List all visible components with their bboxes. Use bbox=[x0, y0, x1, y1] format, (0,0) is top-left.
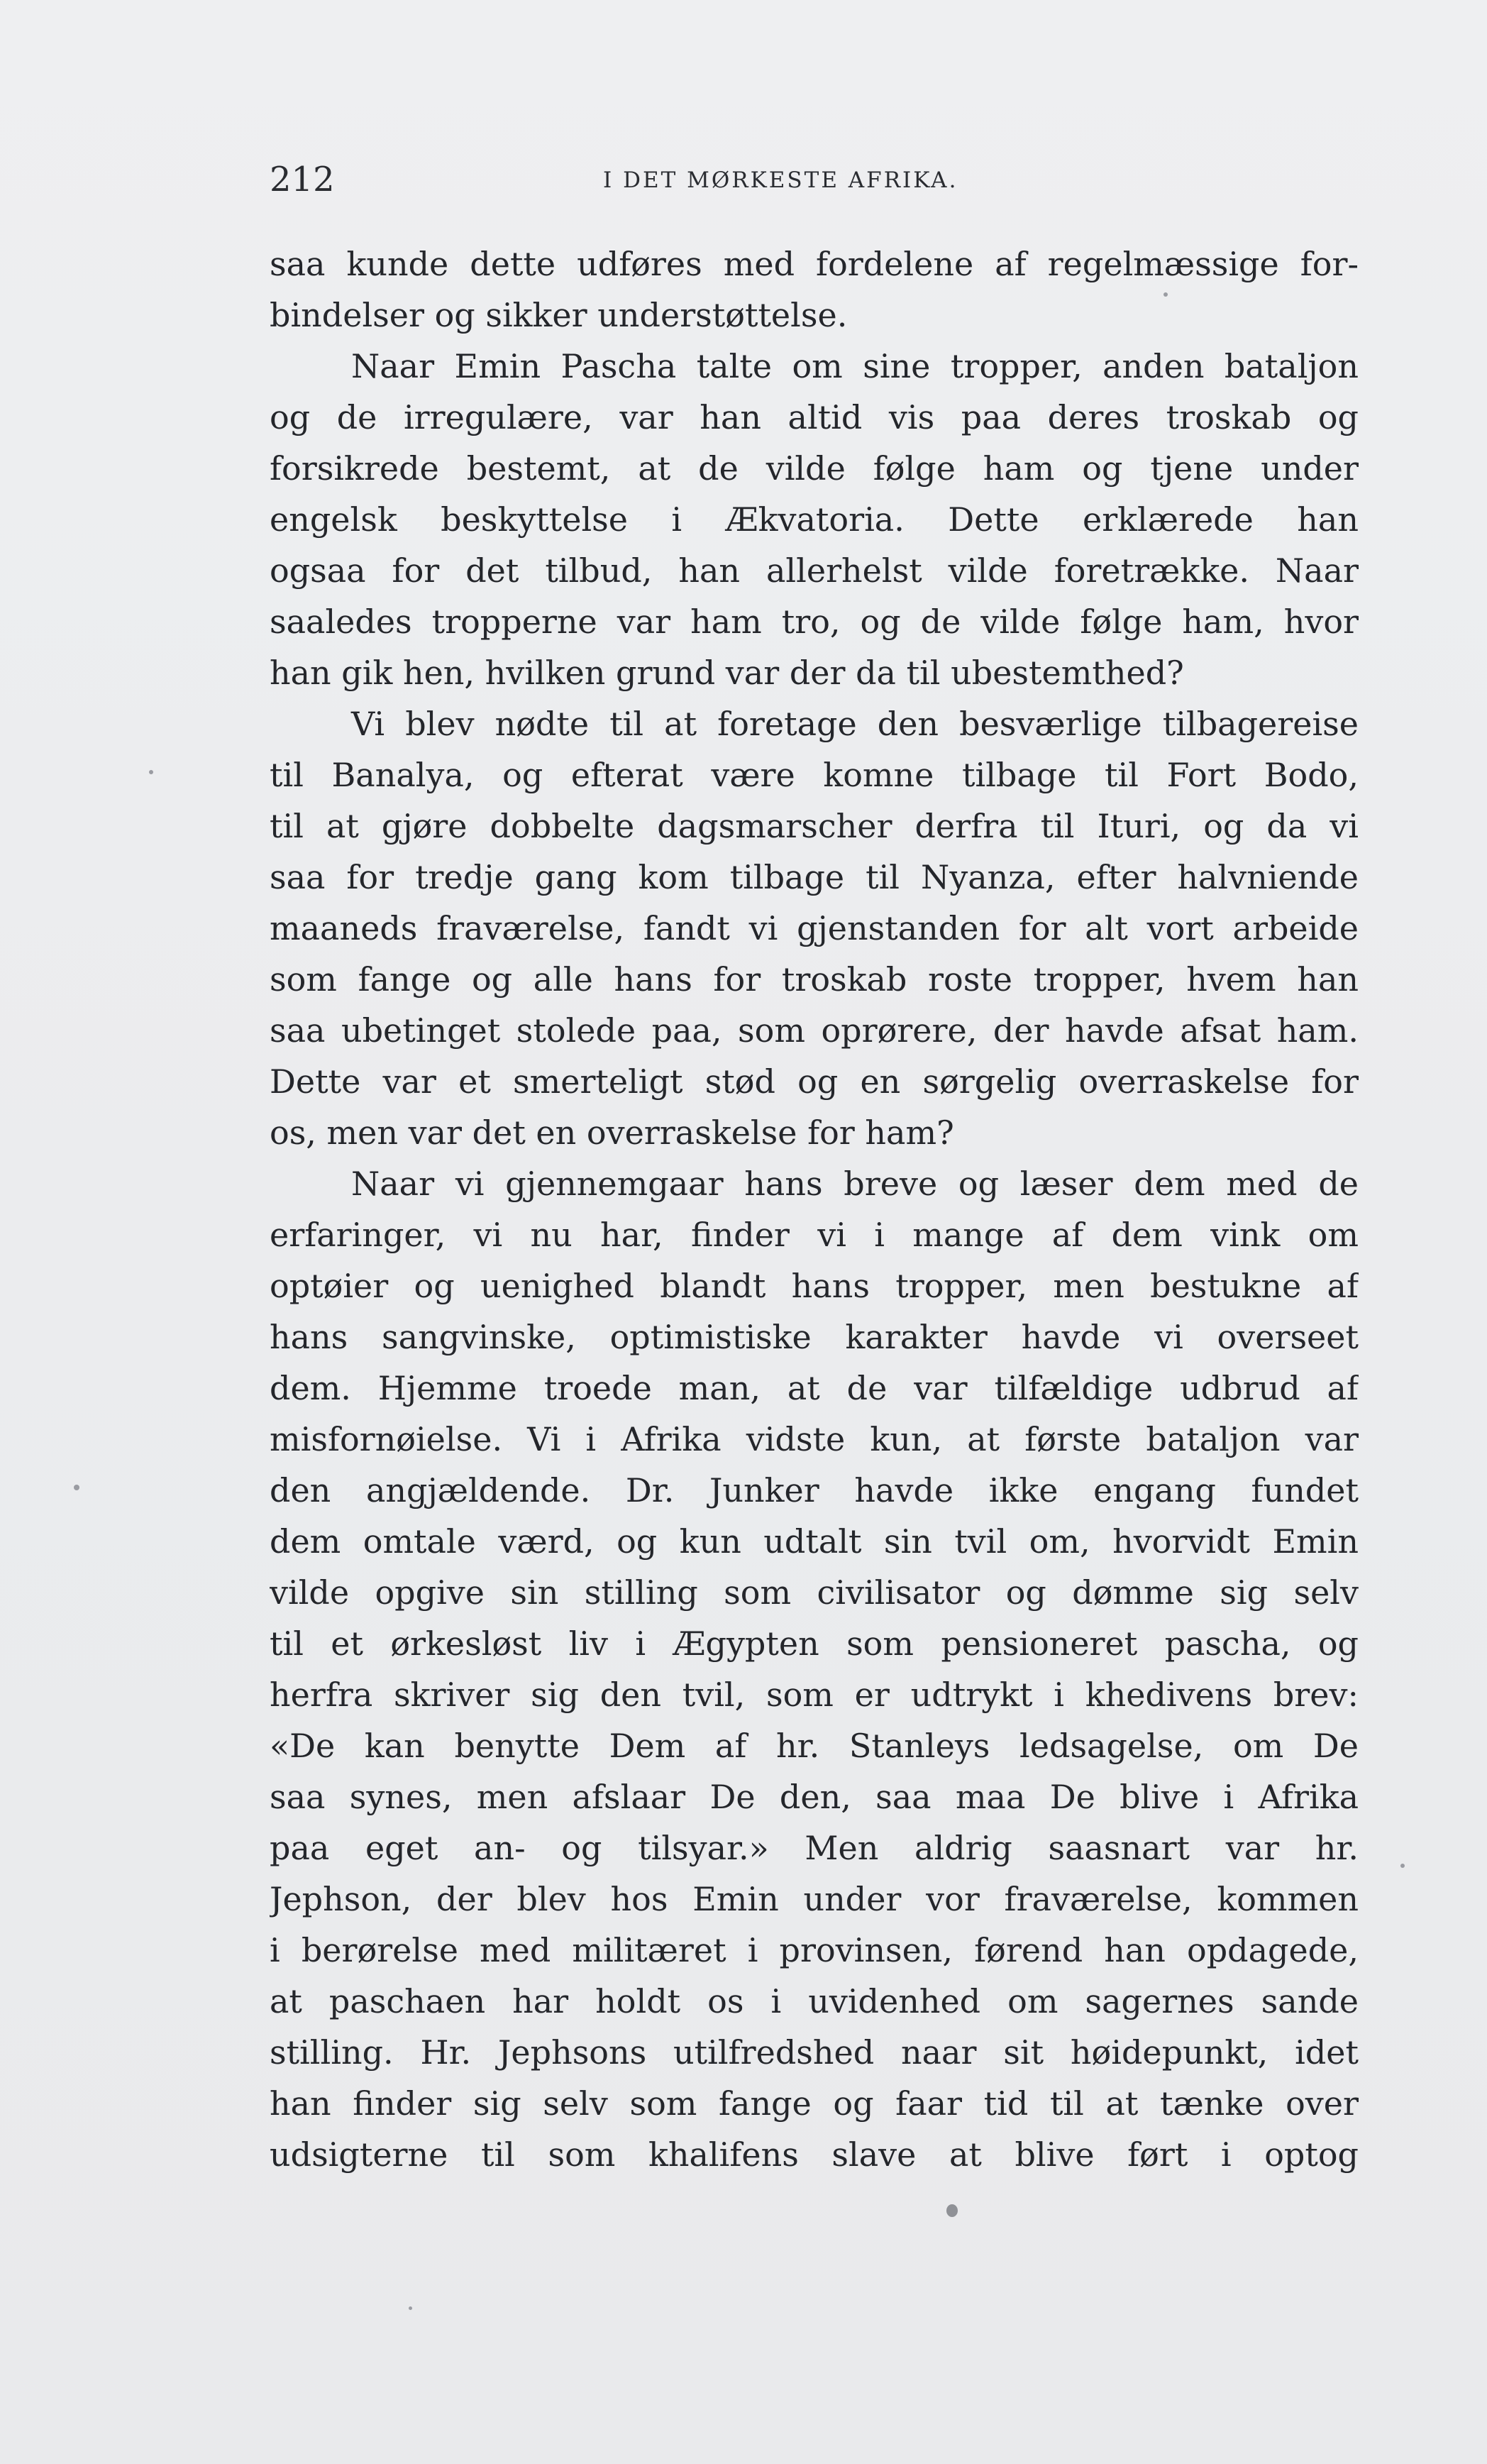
text-line: i berørelse med militæret i provinsen, førend han opdagede, bbox=[270, 1931, 1359, 1969]
text-line: ogsaa for det tilbud, han allerhelst vilde foretrække. Naar bbox=[270, 551, 1359, 590]
text-line: bindelser og sikker understøttelse. bbox=[270, 296, 848, 334]
text-line: han finder sig selv som fange og faar tid til at tænke over bbox=[270, 2084, 1359, 2123]
text-line: saa ubetinget stolede paa, som oprørere, der havde afsat ham. bbox=[270, 1011, 1359, 1050]
page-number: 212 bbox=[270, 160, 335, 199]
text-line: Naar vi gjennemgaar hans breve og læser dem med de bbox=[351, 1165, 1359, 1203]
body-text bbox=[270, 238, 1359, 2180]
text-line: paa eget an- og tilsyar.» Men aldrig saasnart var hr. bbox=[270, 1829, 1359, 1867]
paper-speck bbox=[1163, 292, 1168, 297]
text-line: «De kan benytte Dem af hr. Stanleys ledsagelse, om De bbox=[270, 1727, 1359, 1765]
text-line: dem omtale værd, og kun udtalt sin tvil om, hvorvidt Emin bbox=[270, 1522, 1359, 1561]
text-line: saaledes tropperne var ham tro, og de vilde følge ham, hvor bbox=[270, 603, 1359, 641]
text-line: til at gjøre dobbelte dagsmarscher derfra til Ituri, og da vi bbox=[270, 807, 1359, 845]
text-line: stilling. Hr. Jephsons utilfredshed naar sit høidepunkt, idet bbox=[270, 2033, 1359, 2072]
text-line: saa synes, men afslaar De den, saa maa De blive i Afrika bbox=[270, 1778, 1359, 1816]
paper-speck bbox=[409, 2306, 412, 2310]
text-line: til et ørkesløst liv i Ægypten som pensioneret pascha, og bbox=[270, 1624, 1359, 1663]
text-line: vilde opgive sin stilling som civilisator og dømme sig selv bbox=[270, 1573, 1359, 1612]
running-title: I DET MØRKESTE AFRIKA. bbox=[603, 167, 958, 193]
text-line: Vi blev nødte til at foretage den besværlige tilbagereise bbox=[351, 705, 1359, 743]
text-line: den angjældende. Dr. Junker havde ikke engang fundet bbox=[270, 1471, 1359, 1509]
text-line: misfornøielse. Vi i Afrika vidste kun, at første bataljon var bbox=[270, 1420, 1359, 1458]
text-line: Jephson, der blev hos Emin under vor fraværelse, kommen bbox=[270, 1880, 1359, 1918]
text-line: Dette var et smerteligt stød og en sørgelig overraskelse for bbox=[270, 1062, 1359, 1101]
text-line: maaneds fraværelse, fandt vi gjenstanden for alt vort arbeide bbox=[270, 909, 1359, 947]
text-line: saa for tredje gang kom tilbage til Nyanza, efter halvniende bbox=[270, 858, 1359, 896]
text-line: os, men var det en overraskelse for ham? bbox=[270, 1113, 954, 1152]
text-line: Naar Emin Pascha talte om sine tropper, anden bataljon bbox=[351, 347, 1359, 385]
page-header bbox=[270, 155, 1362, 204]
text-line: erfaringer, vi nu har, finder vi i mange af dem vink om bbox=[270, 1216, 1359, 1254]
text-line: hans sangvinske, optimistiske karakter havde vi overseet bbox=[270, 1318, 1359, 1356]
text-line: som fange og alle hans for troskab roste tropper, hvem han bbox=[270, 960, 1359, 999]
text-line: herfra skriver sig den tvil, som er udtrykt i khedivens brev: bbox=[270, 1676, 1359, 1714]
paper-speck bbox=[946, 2204, 958, 2217]
paper-speck bbox=[74, 1485, 79, 1490]
text-line: udsigterne til som khalifens slave at blive ført i optog bbox=[270, 2135, 1359, 2174]
text-line: saa kunde dette udføres med fordelene af regelmæssige for- bbox=[270, 245, 1359, 283]
text-line: optøier og uenighed blandt hans tropper, men bestukne af bbox=[270, 1267, 1359, 1305]
text-line: og de irregulære, var han altid vis paa deres troskab og bbox=[270, 398, 1359, 436]
text-line: forsikrede bestemt, at de vilde følge ham og tjene under bbox=[270, 449, 1359, 488]
text-line: til Banalya, og efterat være komne tilbage til Fort Bodo, bbox=[270, 756, 1359, 794]
text-line: at paschaen har holdt os i uvidenhed om sagernes sande bbox=[270, 1982, 1359, 2020]
text-line: han gik hen, hvilken grund var der da til ubestemthed? bbox=[270, 654, 1184, 692]
text-line: dem. Hjemme troede man, at de var tilfældige udbrud af bbox=[270, 1369, 1359, 1407]
paper-speck bbox=[1400, 1864, 1405, 1868]
paper-speck bbox=[149, 770, 153, 774]
text-line: engelsk beskyttelse i Ækvatoria. Dette erklærede han bbox=[270, 500, 1359, 539]
